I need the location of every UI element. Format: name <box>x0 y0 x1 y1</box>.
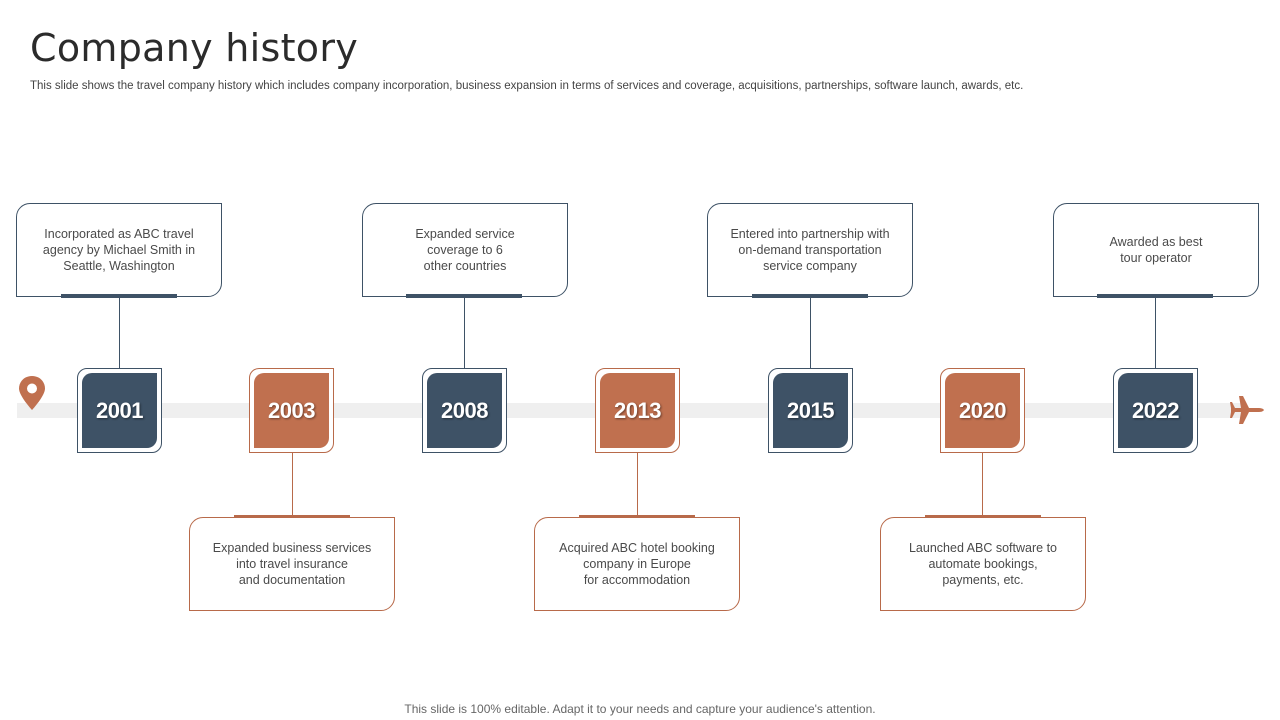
year-2015-badge <box>768 368 853 453</box>
location-pin-icon <box>17 375 47 411</box>
year-label: 2003 <box>254 373 329 448</box>
year-2013-badge <box>595 368 680 453</box>
milestone-2003-box: Expanded business services into travel insurance and documentation <box>189 517 395 611</box>
milestone-2020-box: Launched ABC software to automate bookings, payments, etc. <box>880 517 1086 611</box>
year-label: 2013 <box>600 373 675 448</box>
milestone-2013-box: Acquired ABC hotel booking company in Europe for accommodation <box>534 517 740 611</box>
footer-note: This slide is 100% editable. Adapt it to your needs and capture your audience's attention. <box>404 702 876 716</box>
milestone-2015-box: Entered into partnership with on-demand transportation service company <box>707 203 913 297</box>
year-2008-badge <box>422 368 507 453</box>
milestone-2022-connector <box>1155 297 1156 368</box>
year-2001-badge <box>77 368 162 453</box>
milestone-2022-box: Awarded as best tour operator <box>1053 203 1259 297</box>
milestone-2020-connector <box>982 453 983 517</box>
milestone-2008-connector <box>464 297 465 368</box>
year-label: 2022 <box>1118 373 1193 448</box>
milestone-2013-connector <box>637 453 638 517</box>
milestone-2001-connector <box>119 297 120 368</box>
year-label: 2008 <box>427 373 502 448</box>
year-label: 2015 <box>773 373 848 448</box>
page-subtitle: This slide shows the travel company history which includes company incorporation, business expansion in terms of services and coverage, acquisitions, partnerships, software launch, awards, etc. <box>30 80 1024 92</box>
milestone-2001-box: Incorporated as ABC travel agency by Michael Smith in Seattle, Washington <box>16 203 222 297</box>
year-label: 2001 <box>82 373 157 448</box>
airplane-icon <box>1229 394 1265 426</box>
milestone-2015-connector <box>810 297 811 368</box>
milestone-2008-box: Expanded service coverage to 6 other countries <box>362 203 568 297</box>
page-title: Company history <box>30 26 359 70</box>
year-label: 2020 <box>945 373 1020 448</box>
milestone-2003-connector <box>292 453 293 517</box>
year-2022-badge <box>1113 368 1198 453</box>
year-2020-badge <box>940 368 1025 453</box>
year-2003-badge <box>249 368 334 453</box>
